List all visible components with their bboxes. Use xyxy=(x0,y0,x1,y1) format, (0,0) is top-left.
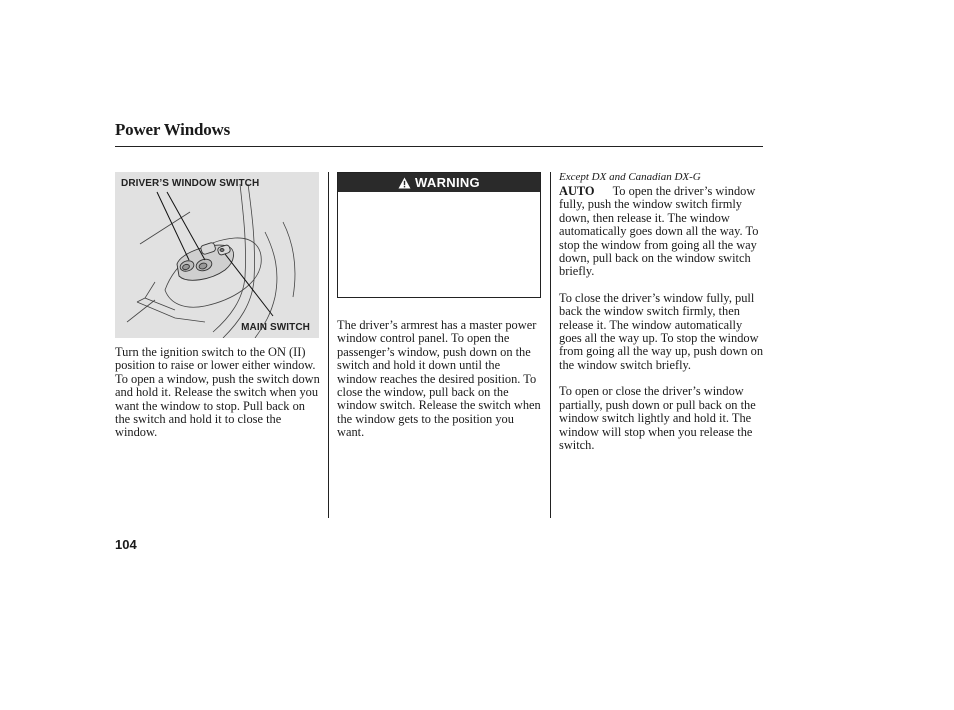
armrest-switch-drawing xyxy=(115,172,319,338)
warning-header xyxy=(338,173,540,192)
title-rule xyxy=(115,146,763,147)
model-note: Except DX and Canadian DX-G xyxy=(559,171,701,183)
column-divider-left xyxy=(328,172,329,518)
column-divider-right xyxy=(550,172,551,518)
partial-paragraph: To open or close the driver’s window partially, push down or pull back on the window switch lightly and hold it. The window will stop when you release the switch. xyxy=(559,384,756,452)
auto-close-paragraph: To close the driver’s window fully, pull back the window switch firmly, then release it. The window automatically goes all the way up. To stop the window from going all the way up, push down on the window switch briefly. xyxy=(559,290,764,372)
middle-column-text xyxy=(337,319,542,440)
ignition-paragraph: Turn the ignition switch to the ON (II) position to raise or lower either window. To open a window, push the switch down and hold it. Release the switch when you want the window to stop. Pull back on the switch and hold it to close the window. xyxy=(115,345,320,440)
figure-label-drivers-window-switch: DRIVER’S WINDOW SWITCH xyxy=(121,178,260,189)
master-panel-paragraph: The driver’s armrest has a master power window control panel. To open the passenger’s window, push down on the switch and hold it down until the window reaches the desired position. To close the window, pull back on the window switch. Release the switch when the window gets to the position you want. xyxy=(337,318,541,440)
right-column-text xyxy=(559,185,765,452)
warning-triangle-icon xyxy=(398,177,411,189)
left-column-text xyxy=(115,346,320,440)
warning-label: WARNING xyxy=(415,175,480,190)
page-title: Power Windows xyxy=(115,120,231,139)
page-number: 104 xyxy=(115,537,137,552)
figure-label-main-switch: MAIN SWITCH xyxy=(241,322,310,333)
auto-open-paragraph xyxy=(559,185,765,279)
switch-panel-illustration xyxy=(115,172,319,338)
auto-label: AUTO xyxy=(559,184,595,198)
auto-open-text: To open the driver’s window fully, push the window switch firmly down, then release it. The window automatically goes down all the way. To stop the window from going all the way down, pull back on the window switch briefly. xyxy=(559,184,759,279)
warning-box xyxy=(337,172,541,298)
